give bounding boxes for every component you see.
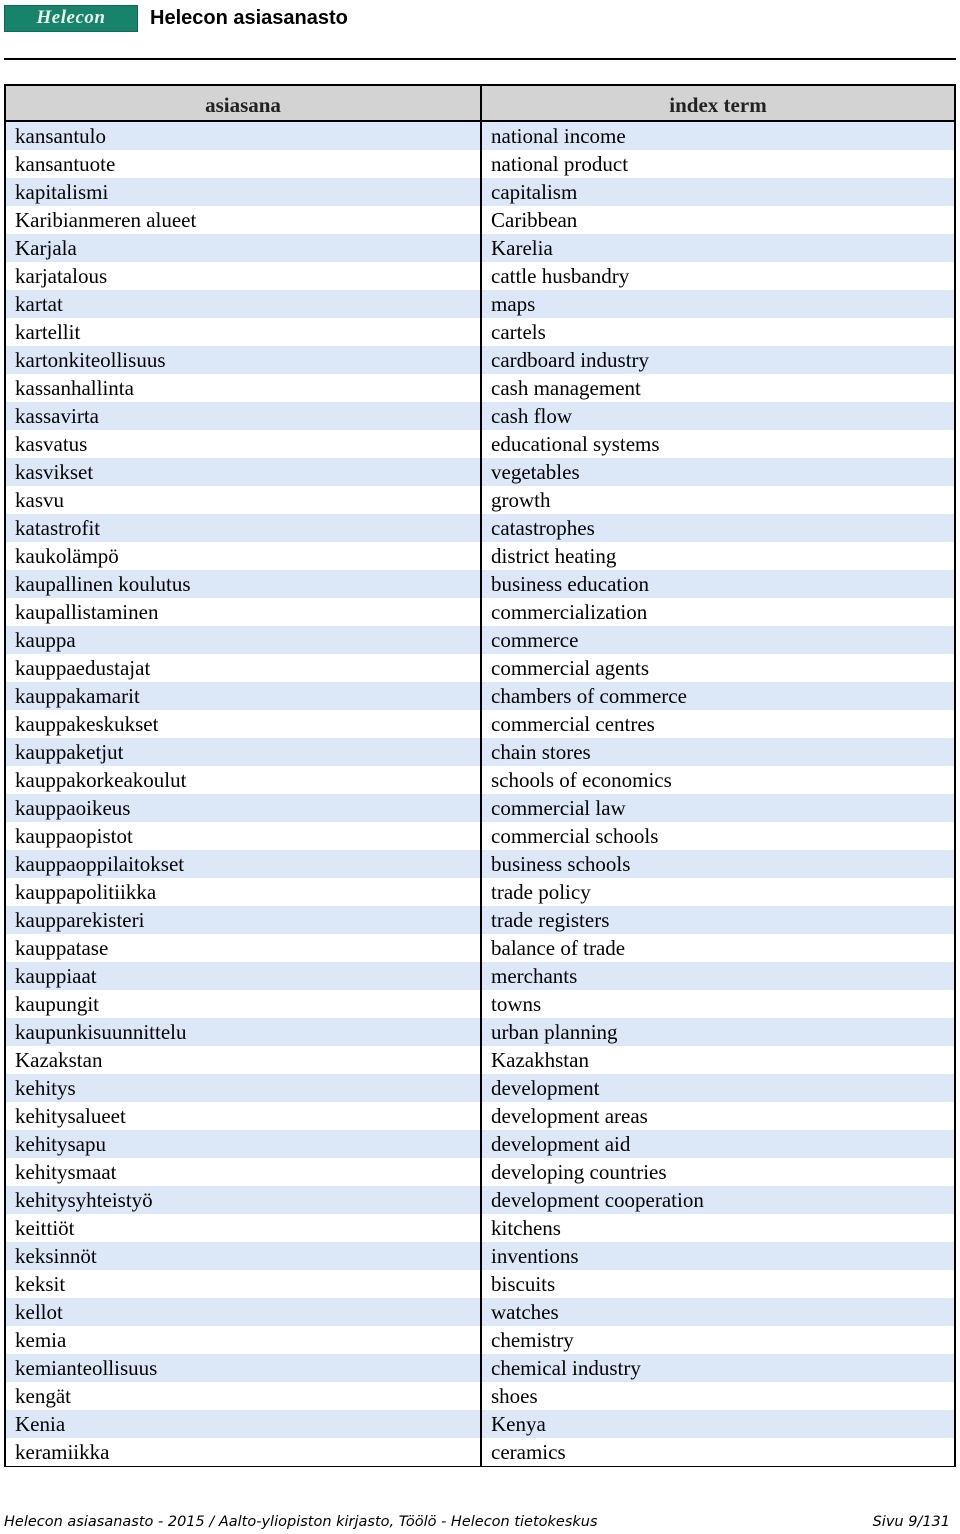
asiasana-cell: Kenia <box>6 1410 480 1438</box>
index-term-cell: chemistry <box>482 1326 954 1354</box>
asiasana-cell: katastrofit <box>6 514 480 542</box>
index-term-cell: district heating <box>482 542 954 570</box>
asiasana-cell: Karjala <box>6 234 480 262</box>
index-term-cell: business education <box>482 570 954 598</box>
index-term-cell: development aid <box>482 1130 954 1158</box>
page-number: Sivu 9/131 <box>872 1514 950 1530</box>
asiasana-cell: kaukolämpö <box>6 542 480 570</box>
index-term-cell: commercial law <box>482 794 954 822</box>
asiasana-cell: karjatalous <box>6 262 480 290</box>
index-term-cell: chemical industry <box>482 1354 954 1382</box>
index-term-cell: chambers of commerce <box>482 682 954 710</box>
index-term-cell: maps <box>482 290 954 318</box>
asiasana-cell: kemia <box>6 1326 480 1354</box>
asiasana-cell: kasvikset <box>6 458 480 486</box>
index-term-cell: commercialization <box>482 598 954 626</box>
asiasana-cell: kartellit <box>6 318 480 346</box>
asiasana-cell: kaupallistaminen <box>6 598 480 626</box>
asiasana-cell: kaupungit <box>6 990 480 1018</box>
asiasana-cell: kansantulo <box>6 122 480 150</box>
index-term-cell: growth <box>482 486 954 514</box>
asiasana-cell: kauppiaat <box>6 962 480 990</box>
thesaurus-table <box>4 84 956 1467</box>
index-term-cell: shoes <box>482 1382 954 1410</box>
finnish-term-column <box>6 86 482 1465</box>
asiasana-cell: Kazakstan <box>6 1046 480 1074</box>
asiasana-cell: kehitysyhteistyö <box>6 1186 480 1214</box>
index-term-cell: merchants <box>482 962 954 990</box>
asiasana-cell: kehitysapu <box>6 1130 480 1158</box>
index-term-cell: catastrophes <box>482 514 954 542</box>
asiasana-cell: kehitys <box>6 1074 480 1102</box>
index-term-cell: Caribbean <box>482 206 954 234</box>
footer-source: Helecon asiasanasto - 2015 / Aalto-yliopiston kirjasto, Töölö - Helecon tietokeskus <box>4 1514 598 1530</box>
asiasana-cell: kasvu <box>6 486 480 514</box>
asiasana-cell: keksinnöt <box>6 1242 480 1270</box>
index-term-cell: balance of trade <box>482 934 954 962</box>
page-footer <box>4 1514 950 1530</box>
index-term-cell: ceramics <box>482 1438 954 1466</box>
index-term-cell: national income <box>482 122 954 150</box>
asiasana-cell: kapitalismi <box>6 178 480 206</box>
column-header-index-term: index term <box>482 86 954 122</box>
index-term-cell: Kazakhstan <box>482 1046 954 1074</box>
asiasana-cell: kauppaoikeus <box>6 794 480 822</box>
index-term-cell: watches <box>482 1298 954 1326</box>
asiasana-cell: kauppakamarit <box>6 682 480 710</box>
index-term-cell: capitalism <box>482 178 954 206</box>
logo-text: Helecon <box>36 7 106 28</box>
index-term-cell: urban planning <box>482 1018 954 1046</box>
index-term-cell: educational systems <box>482 430 954 458</box>
asiasana-cell: kauppaketjut <box>6 738 480 766</box>
asiasana-cell: kartonkiteollisuus <box>6 346 480 374</box>
index-term-column <box>482 86 954 1465</box>
index-term-cell: schools of economics <box>482 766 954 794</box>
index-term-cell: inventions <box>482 1242 954 1270</box>
index-term-cell: commercial schools <box>482 822 954 850</box>
index-term-cell: biscuits <box>482 1270 954 1298</box>
asiasana-cell: kauppaoppilaitokset <box>6 850 480 878</box>
page-title: Helecon asiasanasto <box>150 6 348 29</box>
asiasana-cell: kauppaedustajat <box>6 654 480 682</box>
index-term-cell: developing countries <box>482 1158 954 1186</box>
index-term-cell: vegetables <box>482 458 954 486</box>
asiasana-cell: kasvatus <box>6 430 480 458</box>
column-header-asiasana: asiasana <box>6 86 480 122</box>
asiasana-cell: keittiöt <box>6 1214 480 1242</box>
asiasana-cell: kaupunkisuunnittelu <box>6 1018 480 1046</box>
index-term-cell: commercial centres <box>482 710 954 738</box>
asiasana-cell: kengät <box>6 1382 480 1410</box>
asiasana-cell: kaupallinen koulutus <box>6 570 480 598</box>
index-term-cell: business schools <box>482 850 954 878</box>
index-term-cell: kitchens <box>482 1214 954 1242</box>
asiasana-cell: kauppakeskukset <box>6 710 480 738</box>
asiasana-cell: kaupparekisteri <box>6 906 480 934</box>
asiasana-cell: keksit <box>6 1270 480 1298</box>
index-term-cell: cardboard industry <box>482 346 954 374</box>
asiasana-cell: kauppatase <box>6 934 480 962</box>
asiasana-cell: kehitysmaat <box>6 1158 480 1186</box>
index-term-cell: development <box>482 1074 954 1102</box>
finnish-term-list <box>6 122 480 1466</box>
asiasana-cell: kauppa <box>6 626 480 654</box>
asiasana-cell: kassavirta <box>6 402 480 430</box>
asiasana-cell: kauppakorkeakoulut <box>6 766 480 794</box>
asiasana-cell: kassanhallinta <box>6 374 480 402</box>
index-term-cell: chain stores <box>482 738 954 766</box>
index-term-cell: towns <box>482 990 954 1018</box>
index-term-cell: Karelia <box>482 234 954 262</box>
index-term-cell: cattle husbandry <box>482 262 954 290</box>
index-term-cell: commerce <box>482 626 954 654</box>
index-term-cell: cash flow <box>482 402 954 430</box>
asiasana-cell: Karibianmeren alueet <box>6 206 480 234</box>
index-term-cell: cartels <box>482 318 954 346</box>
page-header <box>4 4 348 32</box>
index-term-cell: trade registers <box>482 906 954 934</box>
index-term-cell: development cooperation <box>482 1186 954 1214</box>
asiasana-cell: kauppaopistot <box>6 822 480 850</box>
index-term-cell: development areas <box>482 1102 954 1130</box>
asiasana-cell: kartat <box>6 290 480 318</box>
index-term-cell: Kenya <box>482 1410 954 1438</box>
asiasana-cell: kemianteollisuus <box>6 1354 480 1382</box>
asiasana-cell: kansantuote <box>6 150 480 178</box>
index-term-cell: national product <box>482 150 954 178</box>
index-term-cell: commercial agents <box>482 654 954 682</box>
asiasana-cell: kehitysalueet <box>6 1102 480 1130</box>
index-term-cell: cash management <box>482 374 954 402</box>
index-term-list <box>482 122 954 1466</box>
asiasana-cell: kellot <box>6 1298 480 1326</box>
index-term-cell: trade policy <box>482 878 954 906</box>
header-divider <box>4 58 956 60</box>
asiasana-cell: keramiikka <box>6 1438 480 1466</box>
asiasana-cell: kauppapolitiikka <box>6 878 480 906</box>
helecon-logo <box>4 5 138 32</box>
